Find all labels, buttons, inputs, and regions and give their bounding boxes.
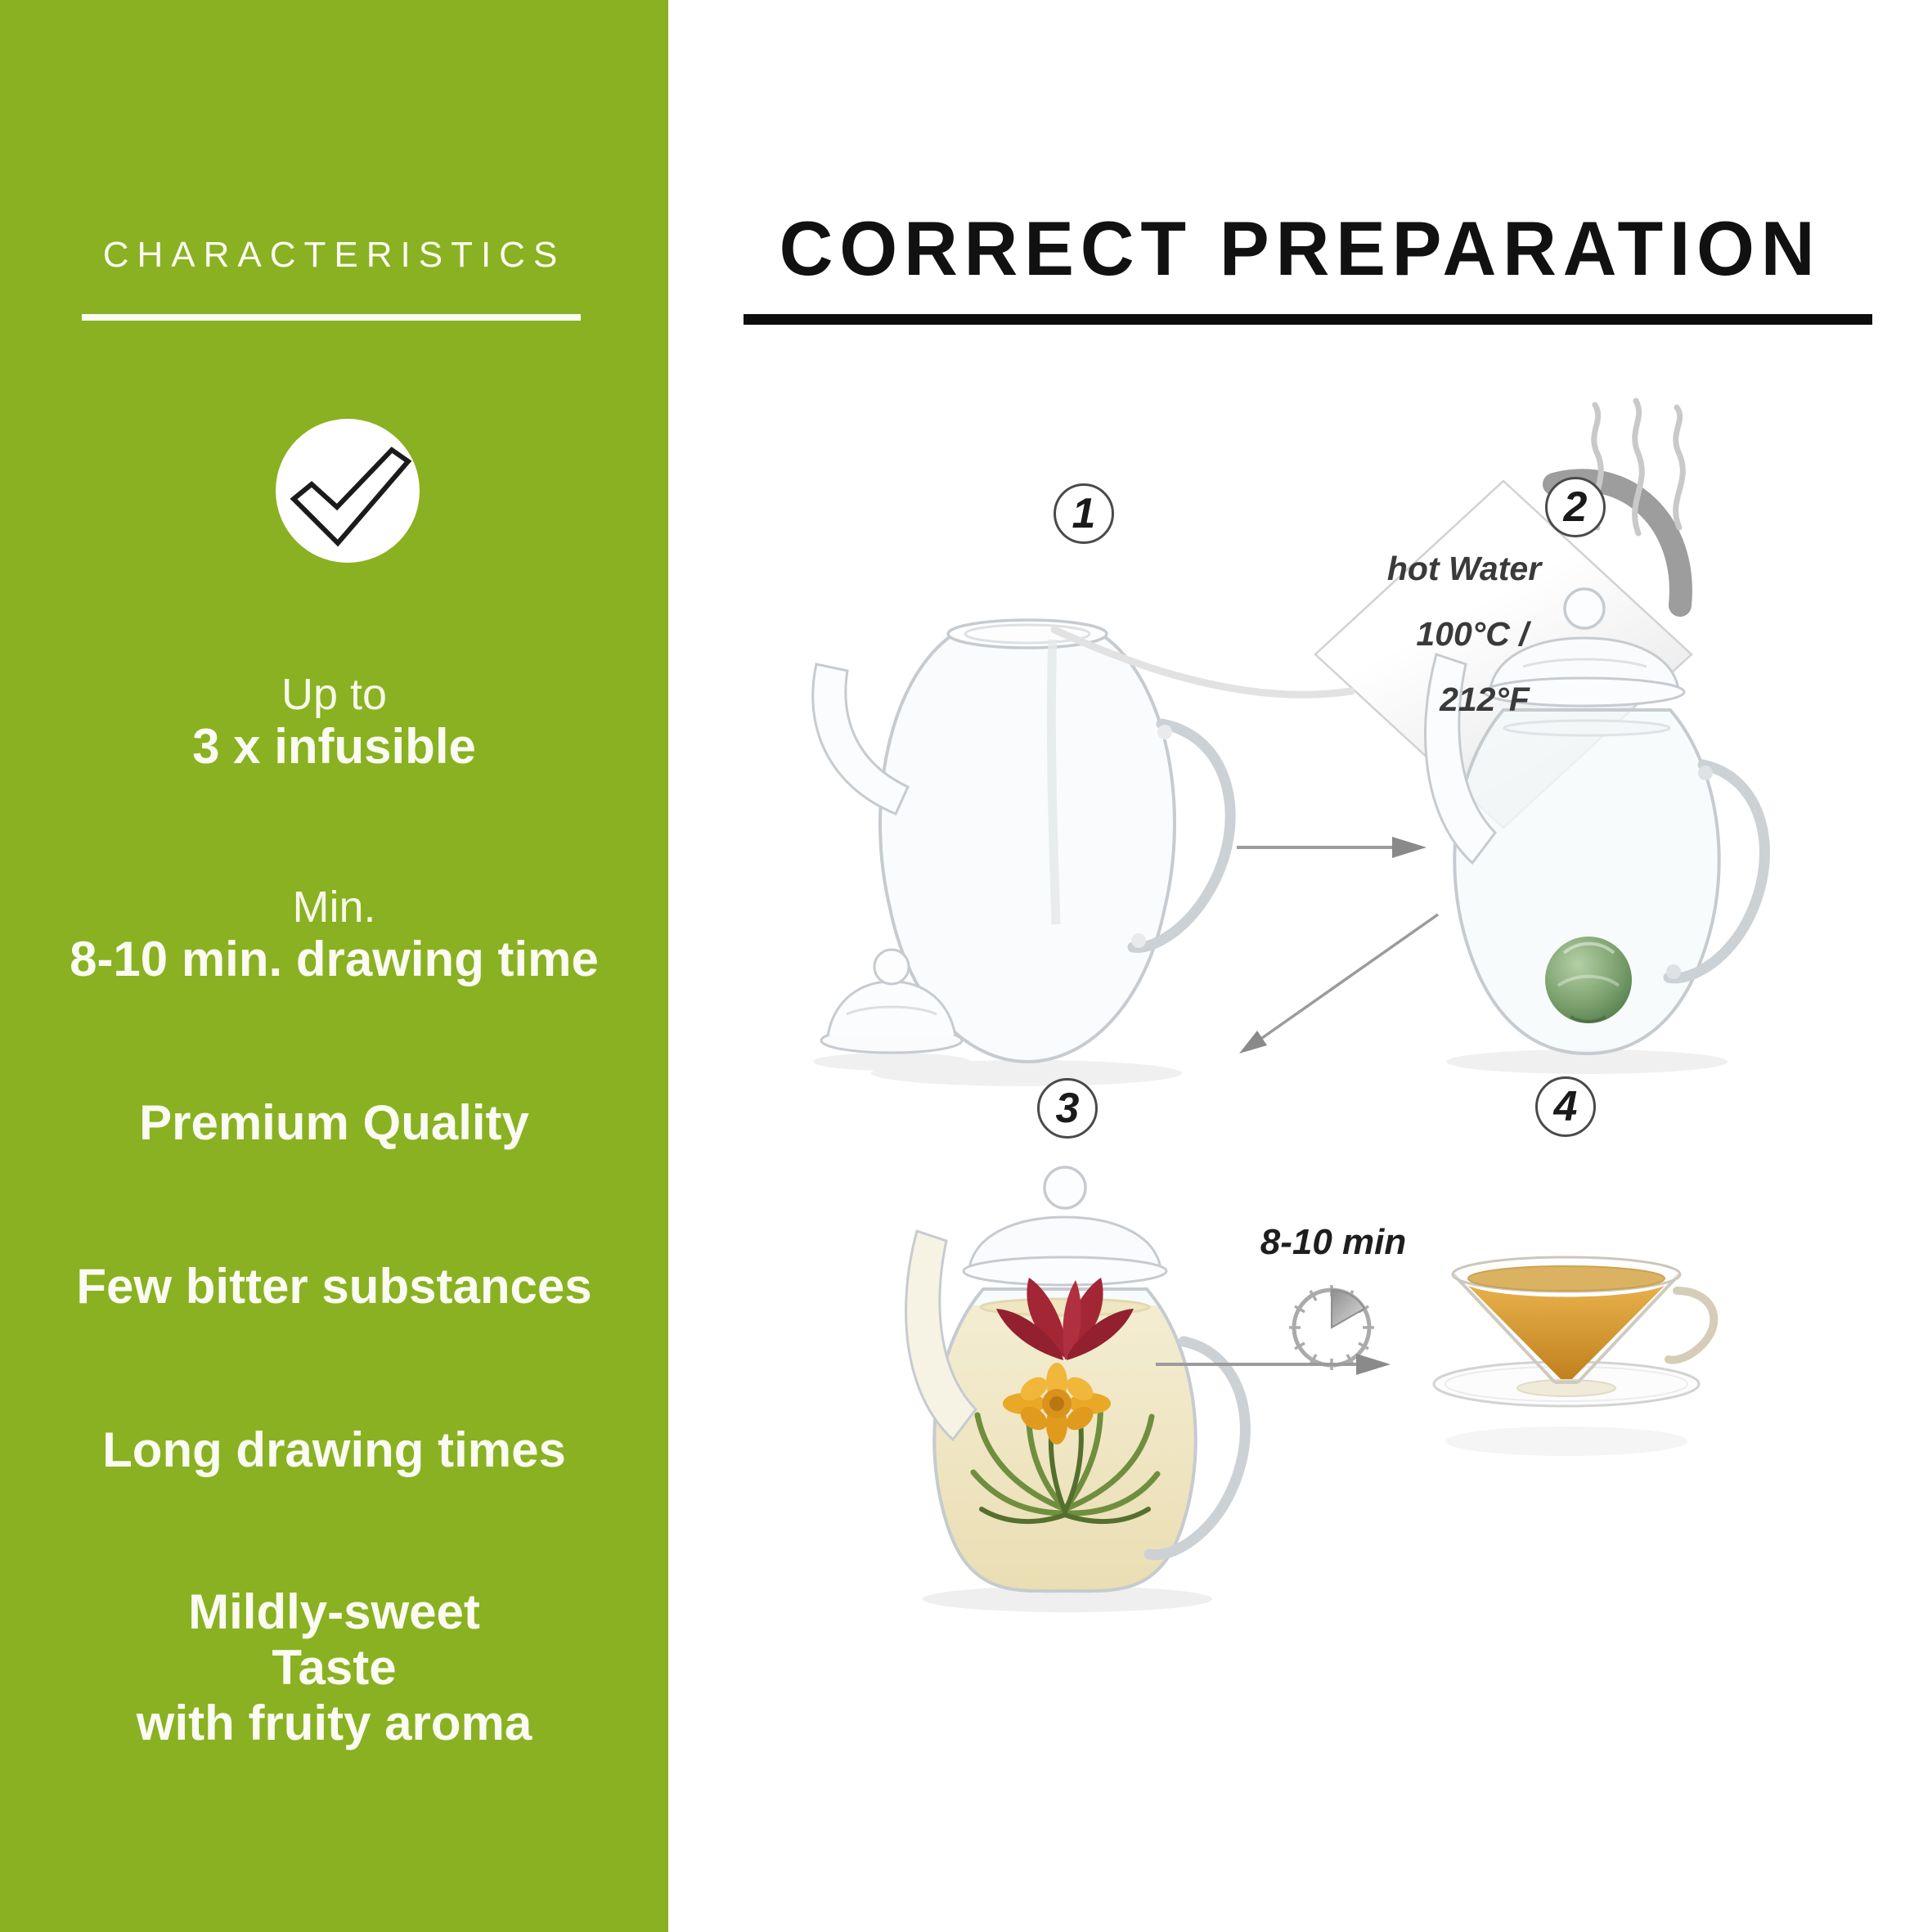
kettle-label-line: 212°F — [1440, 681, 1530, 718]
kettle-label-line: 100°C / — [1416, 615, 1529, 653]
feature-text-line: Mildly-sweet — [188, 1584, 480, 1639]
step-number: 1 — [1072, 490, 1096, 537]
timer-label: 8-10 min — [1260, 1222, 1407, 1262]
sidebar-title: CHARACTERISTICS — [102, 235, 566, 275]
arrow-step2-to-step3-icon — [1239, 914, 1438, 1054]
teacup-icon — [1434, 1257, 1714, 1456]
feature-text-line: with fruity aroma — [136, 1696, 532, 1750]
feature-text: Long drawing times — [102, 1422, 566, 1477]
feature-text-line: Taste — [272, 1640, 397, 1695]
teapot-bloom-icon — [900, 1167, 1245, 1612]
step-number-badge-4 — [1535, 1076, 1596, 1137]
kettle-label-line: hot Water — [1386, 550, 1542, 587]
feature-text: 3 x infusible — [192, 719, 476, 774]
step-number-badge-1 — [1054, 483, 1114, 544]
tea-ball-icon — [1545, 937, 1632, 1023]
page-title-underline — [744, 314, 1872, 325]
feature-prefix: Min. — [292, 883, 376, 932]
step-number-badge-3 — [1037, 1078, 1098, 1139]
step-number: 3 — [1055, 1085, 1080, 1132]
arrow-step1-to-step2-icon — [1237, 837, 1427, 858]
step-number: 2 — [1563, 483, 1588, 531]
step-number-badge-2 — [1545, 477, 1606, 537]
feature-prefix: Up to — [281, 670, 388, 719]
feature-text: Few bitter substances — [76, 1259, 592, 1314]
page-title: CORRECT PREPARATION — [779, 205, 1822, 291]
feature-text: Premium Quality — [139, 1095, 529, 1150]
step-number: 4 — [1553, 1083, 1578, 1130]
feature-text: 8-10 min. drawing time — [70, 932, 599, 986]
